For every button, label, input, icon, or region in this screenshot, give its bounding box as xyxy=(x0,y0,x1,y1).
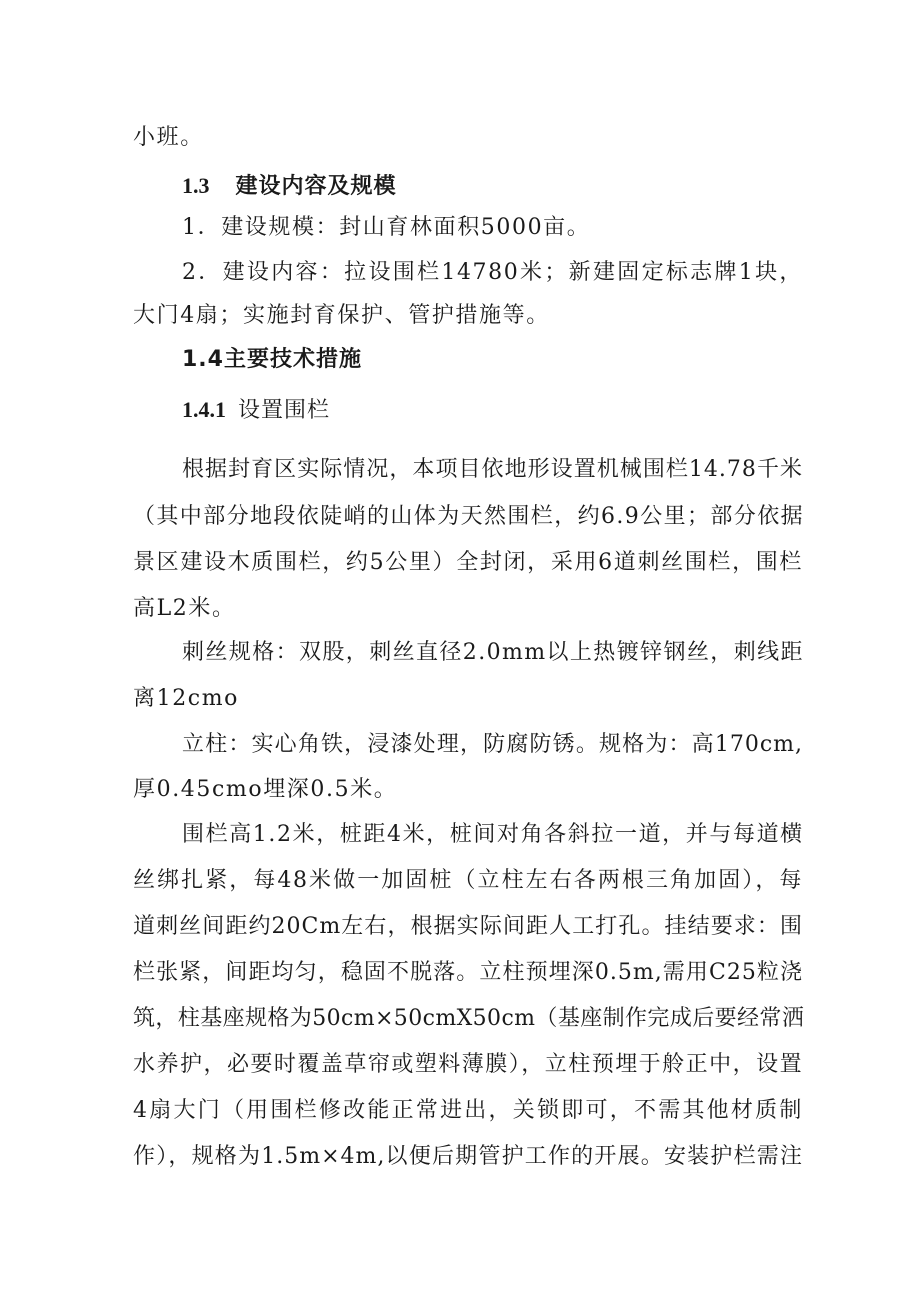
para4-line1: 围栏高1.2米，桩距4米，桩间对角各斜拉一道，并与每道横 xyxy=(182,822,804,847)
para1-line1: 根据封育区实际情况，本项目依地形设置机械围栏14.78千米 xyxy=(182,457,803,482)
section-1-3-number: 1.3 xyxy=(182,173,210,198)
para2-line1: 刺丝规格：双股，刺丝直径2.0mm以上热镀锌钢丝，刺线距 xyxy=(182,640,804,665)
subsection-1-4-1-number: 1.4.1 xyxy=(182,397,226,422)
section-1-3-item2-line2: 大门4扇；实施封育保护、管护措施等。 xyxy=(133,303,550,328)
subsection-1-4-1-heading xyxy=(182,395,803,426)
para4-line7: 4扇大门（用围栏修改能正常进出，关锁即可，不需其他材质制 xyxy=(133,1098,803,1123)
para3-line1: 立柱：实心角铁，浸漆处理，防腐防锈。规格为：高170cm, xyxy=(182,732,803,757)
para4-line6: 水养护，必要时覆盖草帘或塑料薄膜），立柱预埋于舲正中，设置 xyxy=(133,1052,803,1077)
section-1-3-item1: 1．建设规模：封山育林面积5000亩。 xyxy=(182,215,591,240)
section-1-3-title: 建设内容及规模 xyxy=(235,174,397,199)
section-1-4-heading: 1.4主要技术措施 xyxy=(182,347,362,372)
para4-line3: 道刺丝间距约20Cm左右，根据实际间距人工打孔。挂结要求：围 xyxy=(133,914,803,939)
section-1-3-item2-line1: 2．建设内容：拉设围栏14780米；新建固定标志牌1块， xyxy=(182,260,803,285)
para2-line2: 离12cmo xyxy=(133,686,240,711)
para4-line5: 筑，柱基座规格为50cm×50cmX50cm（基座制作完成后要经常洒 xyxy=(133,1006,805,1031)
para1-line4: 高L2米。 xyxy=(133,596,236,621)
para4-line4: 栏张紧，间距均匀，稳固不脱落。立柱预埋深0.5m,需用C25粒浇 xyxy=(133,960,803,985)
intro-tail: 小班。 xyxy=(133,125,204,150)
para4-line2: 丝绑扎紧，每48米做一加固桩（立柱左右各两根三角加固），每 xyxy=(133,868,803,893)
para1-line3: 景区建设木质围栏，约5公里）全封闭，采用6道刺丝围栏，围栏 xyxy=(133,550,803,575)
subsection-1-4-1-title: 设置围栏 xyxy=(238,398,331,423)
para1-line2: （其中部分地段依陡峭的山体为天然围栏，约6.9公里；部分依据 xyxy=(133,504,804,529)
para3-line2: 厚0.45cmo埋深0.5米。 xyxy=(133,777,398,802)
para4-line8: 作），规格为1.5m×4m,以便后期管护工作的开展。安装护栏需注 xyxy=(133,1144,803,1169)
section-1-3-heading xyxy=(182,171,803,202)
